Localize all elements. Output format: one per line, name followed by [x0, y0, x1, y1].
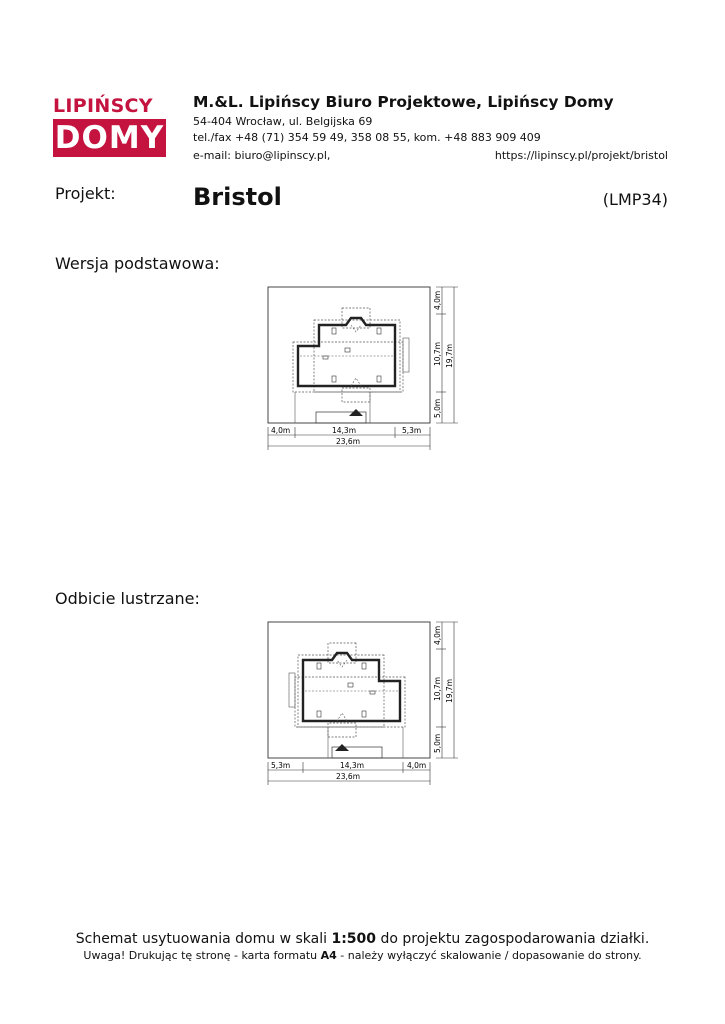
logo-text-bottom: DOMY	[54, 120, 165, 156]
project-code: (LMP34)	[602, 190, 668, 209]
company-address: 54-404 Wrocław, ul. Belgijska 69	[193, 115, 373, 128]
project-url[interactable]: https://lipinscy.pl/projekt/bristol	[494, 149, 668, 162]
project-name: Bristol	[193, 183, 282, 211]
dim-plot-width: 23,6m	[336, 772, 361, 781]
project-label: Projekt:	[55, 184, 116, 203]
company-name: M.&L. Lipińscy Biuro Projektowe, Lipińscy Domy	[193, 93, 614, 111]
dim-total-height: 19,7m	[445, 343, 454, 368]
plot-boundary	[268, 622, 430, 758]
section-basic-title: Wersja podstawowa:	[55, 254, 220, 273]
entrance-arrow-icon	[349, 409, 363, 416]
company-logo	[53, 95, 166, 157]
dim-total-height: 19,7m	[445, 678, 454, 703]
company-email[interactable]: e-mail: biuro@lipinscy.pl,	[193, 149, 331, 162]
dim-right: 5,3m	[402, 426, 422, 435]
dim-bottom: 5,0m	[433, 398, 442, 418]
footer-print-warning	[0, 949, 725, 962]
dim-house-width: 14,3m	[340, 761, 365, 770]
site-plan-basic	[258, 280, 468, 455]
section-mirror-title: Odbicie lustrzane:	[55, 589, 200, 608]
footer-line2-a: Uwaga! Drukując tę stronę - karta formatu	[83, 949, 321, 962]
dim-bottom: 5,0m	[433, 733, 442, 753]
footer-format: A4	[320, 949, 337, 962]
footer-line1-b: do projektu zagospodarowania działki.	[376, 931, 650, 947]
logo-text-top: LIPIŃSCY	[53, 95, 153, 117]
company-phone: tel./fax +48 (71) 354 59 49, 358 08 55, kom. +48 883 909 409	[193, 131, 541, 144]
footer-scale: 1:500	[331, 931, 377, 947]
footer-line2-b: - należy wyłączyć skalowanie / dopasowanie do strony.	[336, 949, 642, 962]
dim-left: 4,0m	[271, 426, 291, 435]
footer-line1-a: Schemat usytuowania domu w skali	[75, 931, 332, 947]
dim-middle: 10,7m	[433, 676, 442, 701]
dim-right: 4,0m	[407, 761, 427, 770]
site-plan-mirror	[258, 615, 468, 790]
plot-boundary	[268, 287, 430, 423]
dim-plot-width: 23,6m	[336, 437, 361, 446]
entrance-arrow-icon	[335, 744, 349, 751]
dim-left: 5,3m	[271, 761, 291, 770]
dim-house-width: 14,3m	[332, 426, 357, 435]
dim-top: 4,0m	[433, 290, 442, 310]
footer-scale-note	[0, 931, 725, 947]
dim-middle: 10,7m	[433, 341, 442, 366]
dim-top: 4,0m	[433, 625, 442, 645]
